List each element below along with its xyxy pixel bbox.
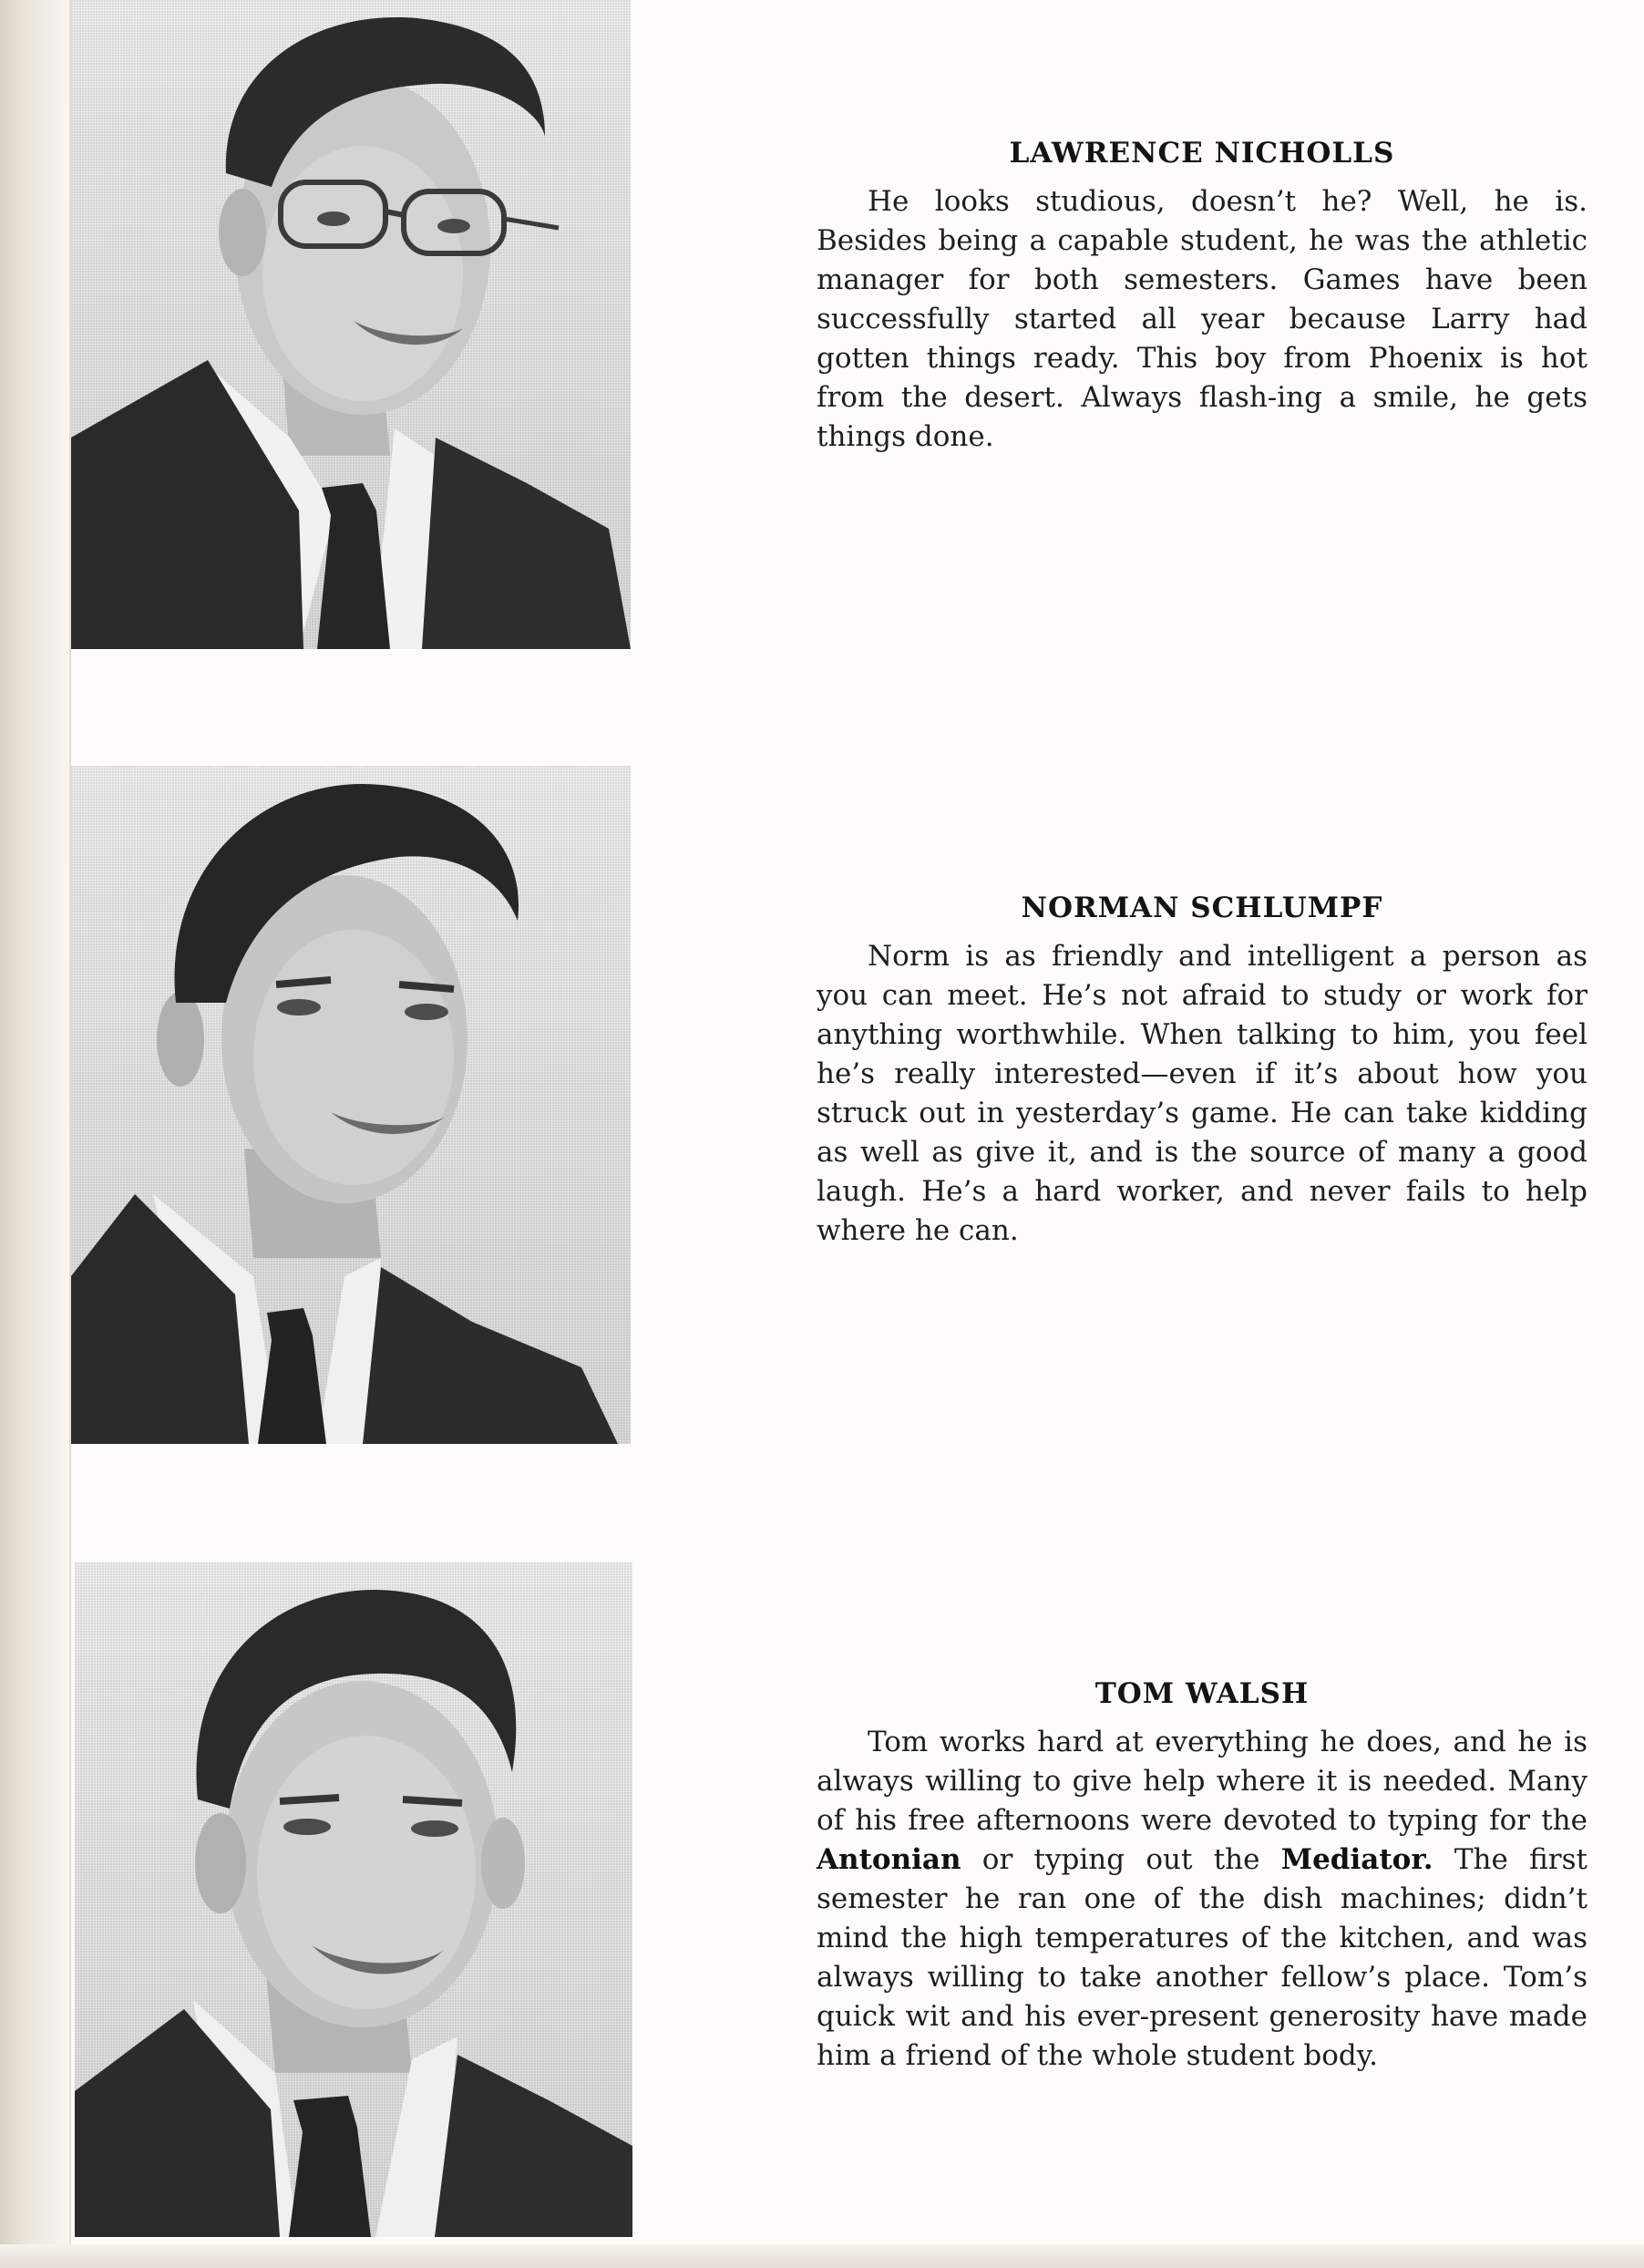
bio-text: The first semester he ran one of the dish machines; didn’t mind the high temperatures of the kitchen, and was always willing to take another fellow’s place. Tom’s quick wit and his ever-present generosity have made him a friend of the whole student body. xyxy=(817,1843,1587,2072)
page-binding-edge xyxy=(0,0,71,2268)
student-name: LAWRENCE NICHOLLS xyxy=(1009,137,1395,170)
bio-text: or typing out the xyxy=(961,1843,1281,1876)
portrait-icon xyxy=(75,1562,632,2237)
portrait-photo-norman-schlumpf xyxy=(71,766,631,1444)
bio-entry-lawrence-nicholls xyxy=(817,137,1587,457)
portrait-icon xyxy=(71,0,631,649)
student-name: NORMAN SCHLUMPF xyxy=(1021,892,1383,924)
publication-name-antonian: Antonian xyxy=(817,1843,961,1876)
bio-text: Tom works hard at everything he does, and he is always willing to give help where it is needed. Many of his free afternoons were devoted to typing for the xyxy=(817,1726,1587,1837)
portrait-icon xyxy=(71,766,631,1444)
page-bottom-edge xyxy=(0,2244,1644,2268)
bio-entry-norman-schlumpf xyxy=(817,892,1587,1251)
student-bio xyxy=(817,1723,1587,2076)
portrait-photo-tom-walsh xyxy=(75,1562,632,2237)
publication-name-mediator: Mediator. xyxy=(1280,1843,1433,1876)
portrait-photo-lawrence-nicholls xyxy=(71,0,631,649)
bio-entry-tom-walsh xyxy=(817,1677,1587,2076)
student-name: TOM WALSH xyxy=(1094,1677,1310,1710)
student-bio: Norm is as friendly and intelligent a person as you can meet. He’s not afraid to study or work for anything worthwhile. When talking to him, you feel he’s really interested—even if it’s about how you struck out in yesterday’s game. He can take kidding as well as give it, and is the source of many a good laugh. He’s a hard worker, and never fails to help where he can. xyxy=(817,940,1587,1247)
student-bio: He looks studious, doesn’t he? Well, he is. Besides being a capable student, he was the athletic manager for both semesters. Games have been successfully started all year because Larry had gotten things ready. This boy from Phoenix is hot from the desert. Always flash-ing a smile, he gets things done. xyxy=(817,185,1587,453)
